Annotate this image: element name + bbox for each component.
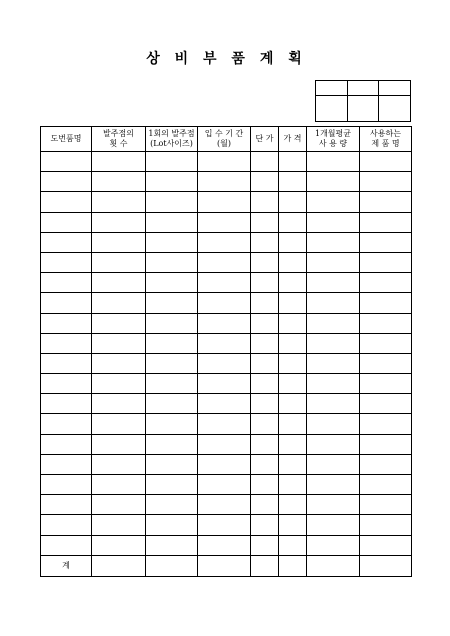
table-cell[interactable] bbox=[307, 333, 360, 353]
table-cell[interactable] bbox=[41, 232, 92, 252]
table-cell[interactable] bbox=[198, 192, 251, 212]
table-cell[interactable] bbox=[307, 454, 360, 474]
table-row bbox=[41, 252, 412, 272]
table-cell[interactable] bbox=[251, 475, 279, 495]
table-cell[interactable] bbox=[92, 293, 146, 313]
table-cell[interactable] bbox=[92, 192, 146, 212]
table-cell[interactable] bbox=[360, 434, 412, 454]
table-cell[interactable] bbox=[92, 212, 146, 232]
table-cell[interactable] bbox=[198, 313, 251, 333]
table-cell[interactable] bbox=[360, 333, 412, 353]
table-row bbox=[41, 394, 412, 414]
table-cell[interactable] bbox=[198, 232, 251, 252]
table-cell[interactable] bbox=[41, 333, 92, 353]
table-cell[interactable] bbox=[279, 555, 307, 576]
table-cell[interactable] bbox=[307, 152, 360, 172]
table-row bbox=[41, 495, 412, 515]
table-cell[interactable] bbox=[251, 353, 279, 373]
table-cell[interactable] bbox=[360, 172, 412, 192]
table-cell[interactable] bbox=[92, 172, 146, 192]
table-cell[interactable] bbox=[41, 434, 92, 454]
table-cell[interactable] bbox=[251, 232, 279, 252]
table-cell[interactable] bbox=[146, 232, 198, 252]
table-row bbox=[41, 212, 412, 232]
table-cell[interactable] bbox=[198, 555, 251, 576]
approval-cell[interactable] bbox=[379, 81, 411, 96]
table-row bbox=[41, 232, 412, 252]
table-cell[interactable] bbox=[279, 374, 307, 394]
table-cell[interactable] bbox=[307, 192, 360, 212]
table-cell[interactable] bbox=[360, 495, 412, 515]
table-cell[interactable] bbox=[279, 232, 307, 252]
table-cell[interactable] bbox=[146, 515, 198, 535]
table-cell[interactable] bbox=[251, 495, 279, 515]
table-cell[interactable] bbox=[279, 152, 307, 172]
table-cell[interactable] bbox=[41, 192, 92, 212]
table-cell[interactable] bbox=[146, 252, 198, 272]
table-cell[interactable] bbox=[92, 515, 146, 535]
approval-cell[interactable] bbox=[348, 81, 379, 96]
table-cell[interactable] bbox=[146, 353, 198, 373]
table-cell[interactable] bbox=[360, 374, 412, 394]
table-row bbox=[41, 313, 412, 333]
col-header-order-lot-size: 1회의 발주점 (Lot사이즈) bbox=[146, 127, 198, 152]
table-cell[interactable] bbox=[251, 414, 279, 434]
approval-cell[interactable] bbox=[379, 96, 411, 122]
table-cell[interactable] bbox=[307, 434, 360, 454]
table-cell[interactable] bbox=[146, 495, 198, 515]
table-row bbox=[41, 293, 412, 313]
table-cell[interactable] bbox=[307, 374, 360, 394]
table-row bbox=[41, 454, 412, 474]
table-row bbox=[41, 434, 412, 454]
table-cell[interactable] bbox=[360, 192, 412, 212]
table-cell[interactable] bbox=[198, 172, 251, 192]
table-cell[interactable] bbox=[41, 252, 92, 272]
table-cell[interactable] bbox=[279, 535, 307, 555]
table-cell[interactable] bbox=[251, 374, 279, 394]
table-cell[interactable] bbox=[251, 273, 279, 293]
table-cell[interactable] bbox=[279, 333, 307, 353]
total-row bbox=[41, 555, 412, 576]
table-cell[interactable] bbox=[198, 374, 251, 394]
table-cell[interactable] bbox=[198, 293, 251, 313]
table-cell[interactable] bbox=[360, 232, 412, 252]
table-cell[interactable] bbox=[146, 333, 198, 353]
table-cell[interactable] bbox=[360, 252, 412, 272]
table-cell[interactable] bbox=[41, 535, 92, 555]
total-label-cell: 계 bbox=[41, 555, 92, 576]
table-row bbox=[41, 333, 412, 353]
table-cell[interactable] bbox=[41, 293, 92, 313]
table-cell[interactable] bbox=[41, 495, 92, 515]
table-cell[interactable] bbox=[198, 495, 251, 515]
table-cell[interactable] bbox=[198, 535, 251, 555]
table-cell[interactable] bbox=[360, 414, 412, 434]
col-header-lead-time: 입 수 기 간 (월) bbox=[198, 127, 251, 152]
table-cell[interactable] bbox=[251, 394, 279, 414]
table-cell[interactable] bbox=[360, 394, 412, 414]
table-cell[interactable] bbox=[360, 273, 412, 293]
table-cell[interactable] bbox=[307, 535, 360, 555]
table-cell[interactable] bbox=[92, 232, 146, 252]
table-cell[interactable] bbox=[41, 353, 92, 373]
table-cell[interactable] bbox=[360, 152, 412, 172]
table-cell[interactable] bbox=[360, 555, 412, 576]
table-cell[interactable] bbox=[41, 273, 92, 293]
table-cell[interactable] bbox=[198, 273, 251, 293]
table-cell[interactable] bbox=[92, 434, 146, 454]
table-cell[interactable] bbox=[251, 555, 279, 576]
table-cell[interactable] bbox=[41, 172, 92, 192]
table-cell[interactable] bbox=[279, 454, 307, 474]
table-row bbox=[41, 374, 412, 394]
table-cell[interactable] bbox=[41, 515, 92, 535]
table-cell[interactable] bbox=[307, 475, 360, 495]
table-cell[interactable] bbox=[251, 535, 279, 555]
table-cell[interactable] bbox=[279, 495, 307, 515]
col-header-drawing-part-name: 도번품명 bbox=[41, 127, 92, 152]
table-cell[interactable] bbox=[146, 172, 198, 192]
table-cell[interactable] bbox=[251, 313, 279, 333]
table-cell[interactable] bbox=[307, 353, 360, 373]
table-cell[interactable] bbox=[251, 172, 279, 192]
table-cell[interactable] bbox=[360, 353, 412, 373]
table-cell[interactable] bbox=[251, 515, 279, 535]
table-cell[interactable] bbox=[307, 313, 360, 333]
table-cell[interactable] bbox=[198, 434, 251, 454]
table-cell[interactable] bbox=[92, 353, 146, 373]
table-cell[interactable] bbox=[146, 414, 198, 434]
table-cell[interactable] bbox=[92, 475, 146, 495]
table-row bbox=[41, 535, 412, 555]
approval-cell[interactable] bbox=[316, 81, 348, 96]
parts-plan-table bbox=[40, 126, 412, 577]
table-cell[interactable] bbox=[146, 313, 198, 333]
table-cell[interactable] bbox=[360, 313, 412, 333]
table-cell[interactable] bbox=[92, 252, 146, 272]
table-cell[interactable] bbox=[146, 293, 198, 313]
col-header-order-point-count: 발주점의 횟 수 bbox=[92, 127, 146, 152]
table-cell[interactable] bbox=[41, 313, 92, 333]
table-cell[interactable] bbox=[251, 152, 279, 172]
document-title: 상 비 부 품 계 획 bbox=[146, 51, 304, 67]
table-cell[interactable] bbox=[360, 212, 412, 232]
table-cell[interactable] bbox=[279, 394, 307, 414]
table-cell[interactable] bbox=[92, 495, 146, 515]
table-cell[interactable] bbox=[360, 454, 412, 474]
table-cell[interactable] bbox=[146, 454, 198, 474]
table-cell[interactable] bbox=[146, 535, 198, 555]
table-cell[interactable] bbox=[92, 333, 146, 353]
table-cell[interactable] bbox=[198, 353, 251, 373]
table-cell[interactable] bbox=[41, 414, 92, 434]
table-cell[interactable] bbox=[279, 353, 307, 373]
table-row bbox=[41, 353, 412, 373]
table-cell[interactable] bbox=[279, 313, 307, 333]
table-cell[interactable] bbox=[279, 475, 307, 495]
table-cell[interactable] bbox=[198, 333, 251, 353]
table-cell[interactable] bbox=[41, 374, 92, 394]
table-cell[interactable] bbox=[146, 273, 198, 293]
table-cell[interactable] bbox=[92, 555, 146, 576]
table-cell[interactable] bbox=[198, 454, 251, 474]
table-row bbox=[41, 273, 412, 293]
table-row bbox=[41, 192, 412, 212]
table-row bbox=[41, 475, 412, 495]
table-cell[interactable] bbox=[198, 475, 251, 495]
table-cell[interactable] bbox=[41, 212, 92, 232]
table-cell[interactable] bbox=[360, 475, 412, 495]
table-cell[interactable] bbox=[279, 293, 307, 313]
table-cell[interactable] bbox=[307, 293, 360, 313]
col-header-unit-price: 단 가 bbox=[251, 127, 279, 152]
table-cell[interactable] bbox=[198, 414, 251, 434]
table-cell[interactable] bbox=[279, 252, 307, 272]
table-cell[interactable] bbox=[279, 192, 307, 212]
approval-cell[interactable] bbox=[316, 96, 348, 122]
table-row bbox=[41, 515, 412, 535]
table-row bbox=[41, 152, 412, 172]
table-cell[interactable] bbox=[146, 555, 198, 576]
table-cell[interactable] bbox=[251, 192, 279, 212]
table-cell[interactable] bbox=[279, 212, 307, 232]
table-cell[interactable] bbox=[279, 414, 307, 434]
table-cell[interactable] bbox=[360, 535, 412, 555]
table-cell[interactable] bbox=[92, 313, 146, 333]
table-cell[interactable] bbox=[92, 535, 146, 555]
table-cell[interactable] bbox=[92, 374, 146, 394]
table-cell[interactable] bbox=[41, 394, 92, 414]
table-cell[interactable] bbox=[251, 454, 279, 474]
col-header-monthly-usage: 1개월평균 사 용 량 bbox=[307, 127, 360, 152]
table-cell[interactable] bbox=[198, 152, 251, 172]
table-cell[interactable] bbox=[307, 515, 360, 535]
table-cell[interactable] bbox=[279, 172, 307, 192]
header-row bbox=[41, 127, 412, 152]
table-cell[interactable] bbox=[41, 152, 92, 172]
table-cell[interactable] bbox=[307, 252, 360, 272]
table-cell[interactable] bbox=[92, 152, 146, 172]
table-cell[interactable] bbox=[92, 414, 146, 434]
approval-box bbox=[315, 80, 411, 122]
table-cell[interactable] bbox=[146, 212, 198, 232]
table-cell[interactable] bbox=[307, 394, 360, 414]
col-header-price: 가 격 bbox=[279, 127, 307, 152]
table-cell[interactable] bbox=[251, 434, 279, 454]
table-cell[interactable] bbox=[279, 515, 307, 535]
table-cell[interactable] bbox=[146, 434, 198, 454]
table-cell[interactable] bbox=[251, 212, 279, 232]
table-cell[interactable] bbox=[92, 454, 146, 474]
table-cell[interactable] bbox=[251, 293, 279, 313]
table-cell[interactable] bbox=[279, 434, 307, 454]
table-row bbox=[41, 414, 412, 434]
table-cell[interactable] bbox=[146, 475, 198, 495]
table-row bbox=[41, 172, 412, 192]
table-cell[interactable] bbox=[279, 273, 307, 293]
col-header-used-product: 사용하는 제 품 명 bbox=[360, 127, 412, 152]
table-cell[interactable] bbox=[307, 172, 360, 192]
table-cell[interactable] bbox=[307, 555, 360, 576]
table-cell[interactable] bbox=[307, 273, 360, 293]
table-cell[interactable] bbox=[198, 394, 251, 414]
table-cell[interactable] bbox=[307, 232, 360, 252]
table-cell[interactable] bbox=[146, 374, 198, 394]
table-cell[interactable] bbox=[251, 252, 279, 272]
table-cell[interactable] bbox=[146, 394, 198, 414]
table-cell[interactable] bbox=[198, 252, 251, 272]
table-cell[interactable] bbox=[92, 273, 146, 293]
table-cell[interactable] bbox=[307, 212, 360, 232]
table-cell[interactable] bbox=[198, 212, 251, 232]
table-cell[interactable] bbox=[41, 475, 92, 495]
table-cell[interactable] bbox=[92, 394, 146, 414]
table-cell[interactable] bbox=[146, 192, 198, 212]
table-cell[interactable] bbox=[307, 495, 360, 515]
table-cell[interactable] bbox=[360, 515, 412, 535]
table-cell[interactable] bbox=[41, 454, 92, 474]
table-cell[interactable] bbox=[198, 515, 251, 535]
table-cell[interactable] bbox=[360, 293, 412, 313]
approval-cell[interactable] bbox=[348, 96, 379, 122]
table-cell[interactable] bbox=[146, 152, 198, 172]
table-cell[interactable] bbox=[307, 414, 360, 434]
table-cell[interactable] bbox=[251, 333, 279, 353]
